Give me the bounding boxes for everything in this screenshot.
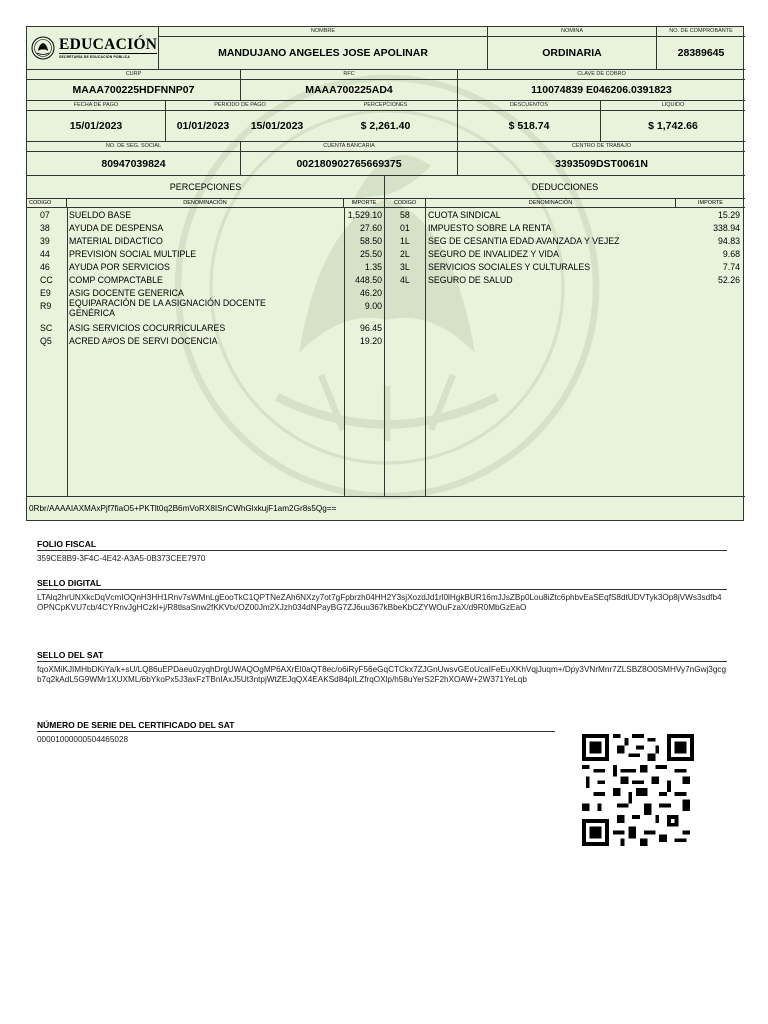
descuentos-label: DESCUENTOS	[458, 101, 600, 111]
nomina-value: ORDINARIA	[542, 47, 602, 59]
cadena-original: 0Rbr/AAAAIAXMAxPjf7fiaO5+PKTlt0q2B6mVoRX8ISnCWhGlxkujF1am2Gr8s5Qg==	[29, 504, 337, 513]
ded-denominacion: SERVICIOS SOCIALES Y CULTURALES	[428, 262, 591, 272]
descuentos-cell	[458, 101, 601, 142]
sello-digital-value: LTAlq2hrUNXkcDqVcmIOQnH3HH1Rnv7sWMnLgEooTkC1QPTNeZAh6NXzy7ot7gFpbrzh04HH2Y3sjXozdJd1rl0lHgkBUR16mJJsZBp0Lou8iZtc6phbvEaSEqfS8dtUDVTyk3Op8jVWs3sdfb4OPNCpKVU7cb/4CYRnvJgHCzkl+j/R8tlsaSnw2fKKVtx/OZ00Jm2XJzh034dNPayBG7ZJ6uu367kBbeKbCZYWOuFzaX/d9R0MbGzEaO	[37, 593, 722, 612]
perc-importe: 46.20	[359, 288, 382, 298]
ded-codigo: 4L	[400, 275, 410, 285]
nomina-label: NOMINA	[488, 27, 656, 37]
perc-col-importe: IMPORTE	[344, 199, 385, 208]
ded-divider-1	[425, 208, 426, 496]
perc-codigo: Q5	[40, 336, 52, 346]
cuenta-bancaria-value: 002180902765669375	[296, 157, 402, 170]
ded-importe: 9.68	[722, 249, 740, 259]
cuenta-bancaria-cell	[241, 142, 458, 176]
perc-codigo: 07	[40, 210, 50, 220]
centro-trabajo-label: CENTRO DE TRABAJO	[458, 142, 745, 152]
ded-denominacion: SEGURO DE INVALIDEZ Y VIDA	[428, 249, 560, 259]
perc-importe: 1.35	[364, 262, 382, 272]
ded-importe: 338.94	[713, 223, 740, 233]
perc-importe: 19.20	[359, 336, 382, 346]
perc-importe: 448.50	[355, 275, 382, 285]
percepciones-title: PERCEPCIONES	[27, 176, 385, 199]
ded-col-denominacion: DENOMINACIÓN	[426, 199, 676, 208]
curp-label: CURP	[27, 70, 240, 80]
rfc-cell	[241, 70, 458, 101]
nombre-cell	[159, 27, 488, 70]
periodo-inicio: 01/01/2023	[176, 120, 230, 132]
ded-importe: 7.74	[722, 262, 740, 272]
certificado-section	[37, 720, 555, 745]
perc-denominacion: AYUDA POR SERVICIOS	[69, 262, 170, 272]
ded-codigo: 01	[400, 223, 410, 233]
sello-digital-label: SELLO DIGITAL	[37, 578, 727, 590]
sep-logo	[27, 27, 159, 70]
comprobante-label: NO. DE COMPROBANTE	[657, 27, 745, 37]
perc-importe: 1,529.10	[347, 210, 382, 220]
clave-cobro-value: 110074839 E046206.0391823	[531, 84, 672, 96]
ded-denominacion: IMPUESTO SOBRE LA RENTA	[428, 223, 552, 233]
qr-code-icon	[582, 734, 694, 846]
sello-sat-section	[37, 650, 727, 685]
mexican-coat-of-arms-icon	[31, 36, 55, 60]
perc-denominacion: ASIG DOCENTE GENERICA	[69, 288, 184, 298]
perc-denominacion: SUELDO BASE	[69, 210, 132, 220]
perc-codigo: CC	[40, 275, 53, 285]
seg-social-cell	[27, 142, 241, 176]
descuentos-total: $ 518.74	[508, 120, 550, 132]
periodo-fin: 15/01/2023	[250, 120, 304, 132]
logo-subtext: SECRETARÍA DE EDUCACIÓN PÚBLICA	[59, 53, 157, 59]
certificado-value: 00001000000504465028	[37, 735, 129, 744]
folio-fiscal-section	[37, 539, 727, 564]
perc-denominacion: ACRED A#OS DE SERVI DOCENCIA	[69, 336, 218, 346]
fecha-pago-value: 15/01/2023	[69, 120, 123, 132]
periodo-values	[166, 111, 314, 141]
periodo-pago-label: PERIODO DE PAGO	[166, 101, 314, 111]
clave-cobro-label: CLAVE DE COBRO	[458, 70, 745, 80]
ded-denominacion: SEG DE CESANTIA EDAD AVANZADA Y VEJEZ	[428, 236, 620, 246]
liquido-label: LÍQUIDO	[601, 101, 745, 111]
liquido-cell	[601, 101, 745, 142]
centro-trabajo-value: 3393509DST0061N	[555, 157, 648, 170]
sello-sat-value: fqoXMiKJIMHbDKiYa/k+sU/LQ86uEPDaeu0zyqhDrgUWAQOgMP6AXrEl0aQT8ec/o6iRyF56eGqCTCkx7ZJGnUwsvGEoUcaIFeEuXKhVqjJuqm+/Dpy3VNrMnr7ZLSBZ8O0SMHVy7nGwj3gcgb7q2kAdL5G9WMr1XUXML/6bYkoPx5J3axFzTBnIAxJ5Ut3ntpjWtZEJqQX4EAKSd84pILZfrqOXlp/h58uYerS2F2hXOAW+2W371YeLqb	[37, 665, 727, 684]
seg-social-value: 80947039824	[101, 157, 166, 170]
curp-value: MAAA700225HDFNNP07	[72, 84, 195, 96]
perc-codigo: E9	[40, 288, 51, 298]
ded-importe: 94.83	[717, 236, 740, 246]
liquido-total: $ 1,742.66	[648, 120, 698, 132]
comprobante-cell	[657, 27, 745, 70]
perc-codigo: 46	[40, 262, 50, 272]
perc-codigo: SC	[40, 323, 53, 333]
comprobante-value: 28389645	[677, 47, 725, 59]
rfc-value: MAAA700225AD4	[305, 84, 393, 96]
seg-social-label: NO. DE SEG. SOCIAL	[27, 142, 240, 152]
rfc-label: RFC	[241, 70, 457, 80]
perc-codigo: 38	[40, 223, 50, 233]
perc-importe: 58.50	[359, 236, 382, 246]
logo-text: EDUCACIÓN	[59, 35, 158, 53]
folio-fiscal-value: 359CE8B9-3F4C-4E42-A3A5-0B373CEE7970	[37, 554, 206, 563]
centro-trabajo-cell	[458, 142, 745, 176]
clave-cobro-cell	[458, 70, 745, 101]
percepciones-total: $ 2,261.40	[360, 120, 411, 132]
ded-denominacion: CUOTA SINDICAL	[428, 210, 501, 220]
perc-importe: 27.60	[359, 223, 382, 233]
perc-denominacion: ASIG SERVICIOS COCURRICULARES	[69, 323, 226, 333]
nombre-label: NOMBRE	[159, 27, 487, 37]
ded-col-importe: IMPORTE	[676, 199, 745, 208]
percepciones-total-label: PERCEPCIONES	[314, 101, 457, 111]
perc-denominacion: EQUIPARACIÓN DE LA ASIGNACIÓN DOCENTE GENÉRICA	[69, 298, 266, 318]
deducciones-title: DEDUCCIONES	[385, 176, 745, 199]
perc-importe: 9.00	[364, 301, 382, 311]
middle-divider	[384, 208, 385, 496]
fecha-pago-label: FECHA DE PAGO	[27, 101, 165, 111]
folio-fiscal-label: FOLIO FISCAL	[37, 539, 727, 551]
ded-codigo: 3L	[400, 262, 410, 272]
percepciones-total-cell	[314, 101, 458, 142]
perc-denominacion: AYUDA DE DESPENSA	[69, 223, 164, 233]
sello-sat-label: SELLO DEL SAT	[37, 650, 727, 662]
certificado-label: NÚMERO DE SERIE DEL CERTIFICADO DEL SAT	[37, 720, 555, 732]
perc-denominacion: MATERIAL DIDACTICO	[69, 236, 163, 246]
perc-denominacion: COMP COMPACTABLE	[69, 275, 163, 285]
sello-digital-section	[37, 578, 727, 613]
body-bottom-line	[27, 496, 745, 497]
ded-codigo: 2L	[400, 249, 410, 259]
perc-divider-1	[67, 208, 68, 496]
ded-codigo: 58	[400, 210, 410, 220]
periodo-pago-cell	[166, 101, 314, 142]
perc-col-denominacion: DENOMINACIÓN	[67, 199, 344, 208]
perc-importe: 25.50	[359, 249, 382, 259]
perc-codigo: 39	[40, 236, 50, 246]
perc-codigo: R9	[40, 301, 52, 311]
perc-importe: 96.45	[359, 323, 382, 333]
employee-name: MANDUJANO ANGELES JOSE APOLINAR	[218, 47, 428, 59]
perc-col-codigo: CODIGO	[27, 199, 67, 208]
nomina-cell	[488, 27, 657, 70]
ded-importe: 52.26	[717, 275, 740, 285]
perc-denominacion: PREVISION SOCIAL MULTIPLE	[69, 249, 197, 259]
ded-col-codigo: CODIGO	[385, 199, 426, 208]
ded-codigo: 1L	[400, 236, 410, 246]
payroll-stub	[26, 26, 744, 521]
curp-cell	[27, 70, 241, 101]
cuenta-bancaria-label: CUENTA BANCARIA	[241, 142, 457, 152]
ded-denominacion: SEGURO DE SALUD	[428, 275, 513, 285]
fecha-pago-cell	[27, 101, 166, 142]
ded-importe: 15.29	[717, 210, 740, 220]
perc-codigo: 44	[40, 249, 50, 259]
